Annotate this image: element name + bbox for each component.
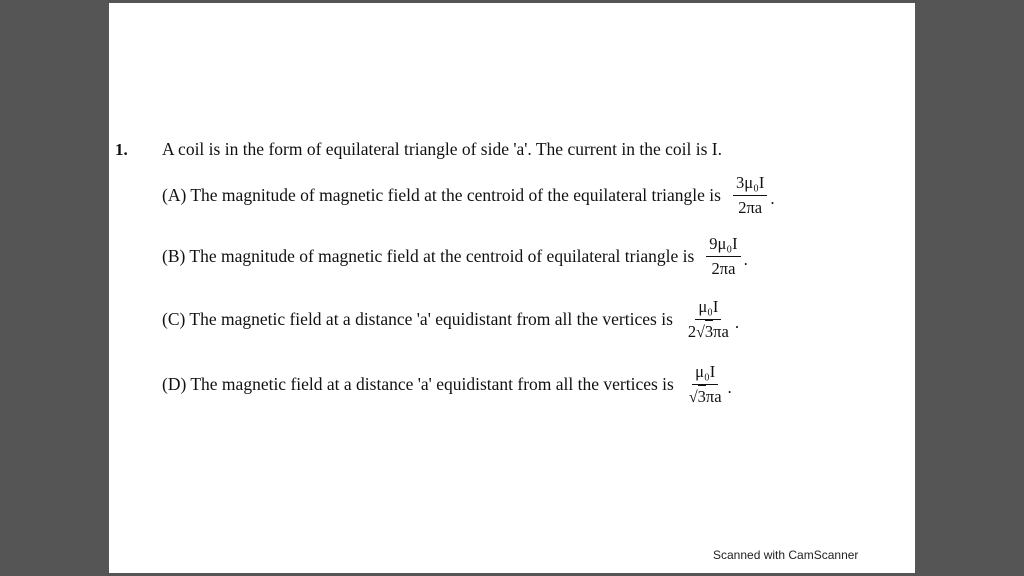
option-d-sqrt-argument: 3: [697, 386, 706, 406]
sqrt-icon: √: [696, 323, 705, 341]
option-d-denominator-rest: πa: [705, 386, 722, 406]
question-number: 1.: [115, 140, 128, 159]
option-c-sqrt-argument: 3: [704, 321, 714, 341]
option-c-sqrt: [696, 321, 714, 341]
option-c-denominator: [685, 320, 732, 341]
option-c: [162, 299, 739, 341]
option-d-period: .: [727, 377, 732, 397]
option-c-text: (C) The magnetic field at a distance 'a' equidistant from all the vertices is: [162, 309, 673, 330]
option-a-text: (A) The magnitude of magnetic field at the centroid of the equilateral triangle is: [162, 185, 721, 205]
question-stem: A coil is in the form of equilateral triangle of side 'a'. The current in the coil is I.: [162, 139, 722, 159]
option-b-denominator: 2πa: [711, 258, 736, 278]
sqrt-icon: √: [688, 388, 698, 406]
option-d-numerator: μ₀I: [692, 364, 718, 385]
option-b-fraction: [706, 236, 740, 277]
option-b-text: (B) The magnitude of magnetic field at the centroid of equilateral triangle is: [162, 246, 695, 266]
option-d-denominator: [686, 385, 725, 406]
option-c-denominator-prefix: 2: [687, 321, 697, 341]
option-b-numerator: 9μ₀I: [706, 236, 740, 257]
option-d: [162, 364, 732, 406]
document-page: [109, 3, 915, 573]
option-d-fraction: [686, 364, 725, 406]
option-c-numerator: μ₀I: [695, 299, 721, 320]
option-c-denominator-rest: πa: [713, 321, 729, 341]
option-b-period: .: [743, 249, 748, 269]
option-b: [162, 236, 748, 277]
option-a-denominator: 2πa: [738, 197, 763, 217]
option-d-text: (D) The magnetic field at a distance 'a' equidistant from all the vertices is: [162, 374, 674, 395]
option-a-period: .: [770, 188, 775, 208]
option-c-period: .: [734, 312, 740, 332]
option-a: [162, 175, 775, 216]
option-d-sqrt: [688, 386, 706, 406]
option-a-fraction: [733, 175, 767, 216]
option-a-numerator: 3μ₀I: [733, 175, 767, 196]
scanner-watermark: Scanned with CamScanner: [713, 548, 859, 562]
option-c-fraction: [685, 299, 732, 341]
